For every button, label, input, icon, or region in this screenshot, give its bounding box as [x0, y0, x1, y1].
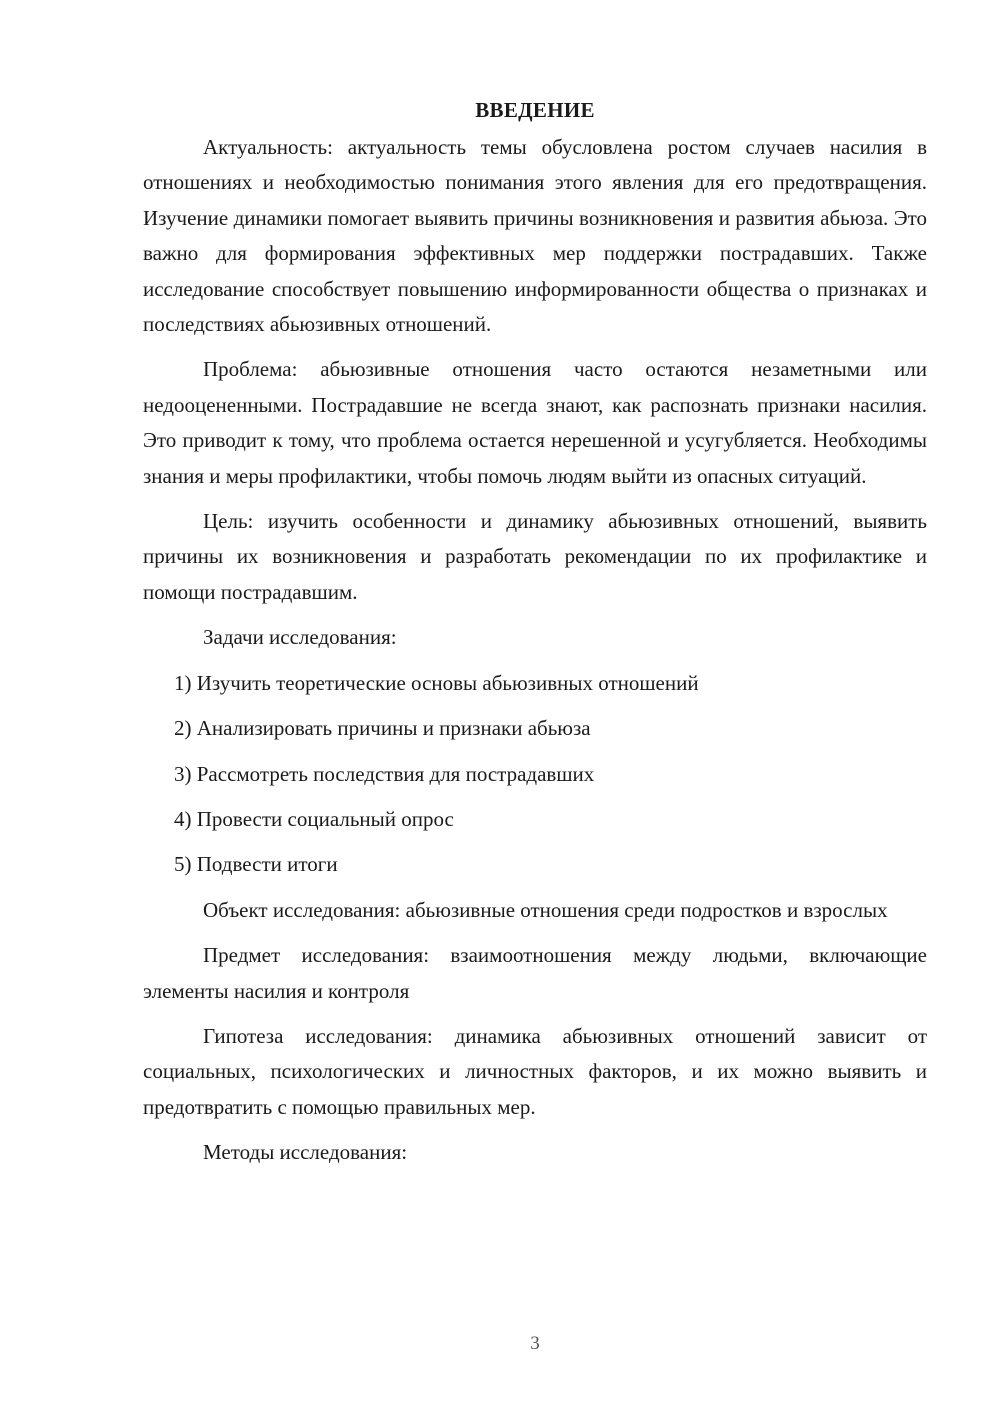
list-item: 2) Анализировать причины и признаки абьюза: [174, 716, 591, 741]
subject-paragraph: Предмет исследования: взаимоотношения между людьми, включающие элементы насилия и контроля: [143, 943, 927, 1003]
goal-paragraph: Цель: изучить особенности и динамику абьюзивных отношений, выявить причины их возникновения и разработать рекомендации по их профилактике и помощи пострадавшим.: [143, 509, 927, 604]
page-number: 3: [530, 1333, 540, 1354]
object-paragraph: Объект исследования: абьюзивные отношения среди подростков и взрослых: [203, 897, 888, 922]
list-item: 3) Рассмотреть последствия для пострадавших: [174, 761, 595, 786]
methods-paragraph: Методы исследования:: [203, 1140, 408, 1165]
document-page: [143, 96, 927, 1181]
tasks-title: Задачи исследования:: [203, 625, 397, 650]
hypothesis-paragraph: Гипотеза исследования: динамика абьюзивных отношений зависит от социальных, психологических и личностных факторов, и их можно выявить и предотвратить с помощью правильных мер.: [143, 1023, 927, 1119]
relevance-paragraph: Актуальность: актуальность темы обусловлена ростом случаев насилия в отношениях и необходимостью понимания этого явления для его предотвращения. Изучение динамики помогает выявить причины возникновения и развития абьюза. Это важно для формирования эффективных мер поддержки пострадавших. Также исследование способствует повышению информированности общества о признаках и последствиях абьюзивных отношений.: [143, 135, 927, 337]
list-item: 5) Подвести итоги: [174, 852, 338, 877]
list-item: 1) Изучить теоретические основы абьюзивных отношений: [174, 670, 699, 695]
page-title: ВВЕДЕНИЕ: [475, 98, 595, 122]
problem-paragraph: Проблема: абьюзивные отношения часто остаются незаметными или недооцененными. Пострадавшие не всегда знают, как распознать признаки насилия. Это приводит к тому, что проблема остается нерешенной и усугубляется. Необходимы знания и меры профилактики, чтобы помочь людям выйти из опасных ситуаций.: [143, 357, 927, 488]
list-item: 4) Провести социальный опрос: [174, 806, 454, 831]
tasks-list: [143, 666, 927, 883]
